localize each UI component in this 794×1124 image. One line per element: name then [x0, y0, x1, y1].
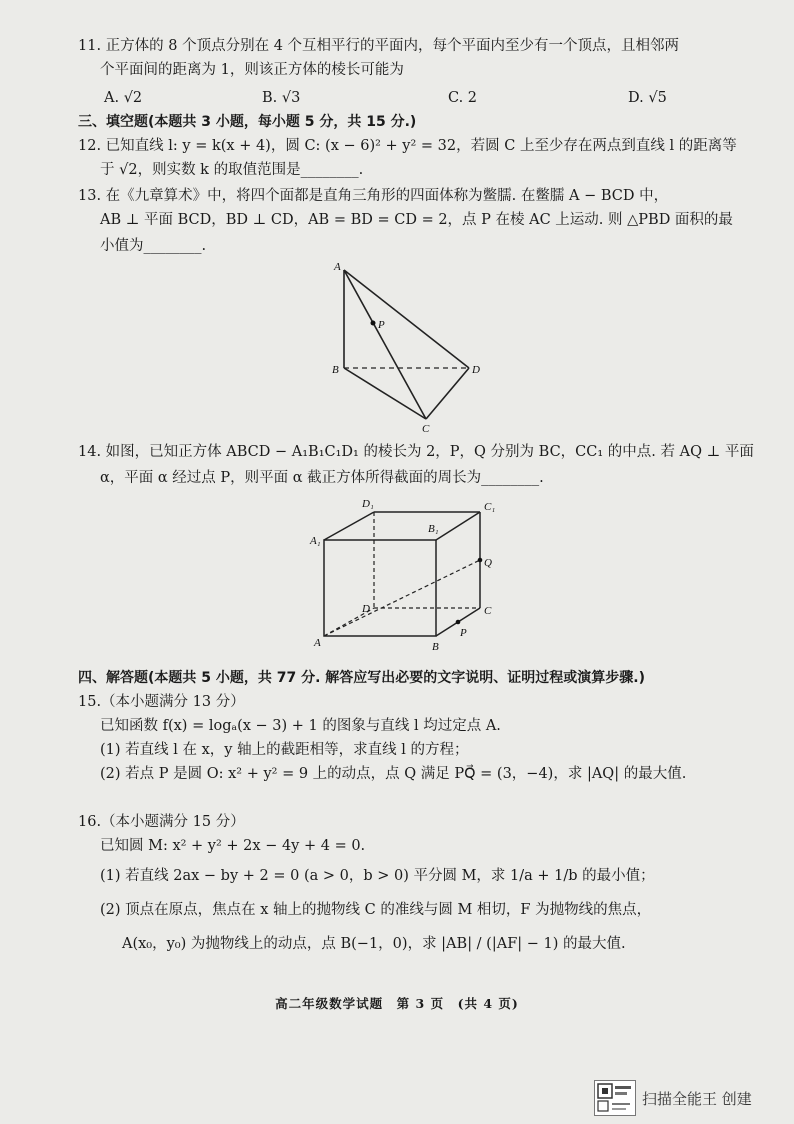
page-footer: 高二年级数学试题 第 3 页 (共 4 页)	[275, 996, 519, 1011]
q12-line1: 12. 已知直线 l: y = k(x + 4)，圆 C: (x − 6)² + y² = 32，若圆 C 上至少存在两点到直线 l 的距离等	[78, 138, 737, 154]
q14-cube-figure	[308, 494, 508, 654]
point-p	[371, 321, 376, 326]
q16-line4: A(x₀，y₀) 为抛物线上的动点，点 B(−1，0)，求 |AB| / (|AF| − 1) 的最大值.	[122, 936, 626, 952]
label-b: B	[432, 641, 439, 653]
q15-heading: 15.（本小题满分 13 分）	[78, 694, 245, 710]
label-d: D	[472, 364, 480, 376]
edge-cd	[426, 368, 469, 419]
point-q	[478, 558, 483, 563]
q11-option-c: C. 2	[448, 90, 478, 106]
q11-line1: 11. 正方体的 8 个顶点分别在 4 个互相平行的平面内，每个平面内至少有一个顶点，且相邻两	[78, 38, 680, 54]
segment-aq	[324, 560, 480, 636]
q11-option-a: A. √2	[104, 90, 143, 106]
label-c1: C₁	[484, 501, 496, 513]
q15-line2: (1) 若直线 l 在 x，y 轴上的截距相等，求直线 l 的方程；	[100, 742, 469, 758]
q13-line3: 小值为________.	[100, 238, 207, 254]
label-d1: D₁	[362, 498, 374, 510]
label-a: A	[334, 261, 341, 273]
q11-option-d: D. √5	[628, 90, 667, 106]
label-p: P	[460, 627, 467, 639]
edge-ac	[344, 270, 426, 419]
label-a1: A₁	[310, 535, 321, 547]
q13-line2: AB ⊥ 平面 BCD，BD ⊥ CD，AB = BD = CD = 2，点 P 在棱 AC 上运动. 则 △PBD 面积的最	[100, 212, 733, 228]
label-a: A	[314, 637, 321, 649]
edge-ad	[344, 270, 469, 368]
q11-line2: 个平面间的距离为 1，则该正方体的棱长可能为	[100, 62, 404, 78]
label-c: C	[422, 423, 430, 435]
q12-line2: 于 √2，则实数 k 的取值范围是________.	[100, 162, 364, 178]
label-q: Q	[484, 557, 492, 569]
q11-option-b: B. √3	[262, 90, 301, 106]
label-b1: B₁	[428, 523, 439, 535]
label-d: D	[362, 603, 370, 615]
point-p	[456, 620, 461, 625]
q14-line1: 14. 如图，已知正方体 ABCD − A₁B₁C₁D₁ 的棱长为 2，P，Q 分别为 BC，CC₁ 的中点. 若 AQ ⊥ 平面	[78, 444, 754, 460]
scanner-watermark-text: 扫描全能王 创建	[642, 1089, 752, 1108]
q16-line2: (1) 若直线 2ax − by + 2 = 0 (a > 0，b > 0) 平分圆 M，求 1/a + 1/b 的最小值；	[100, 868, 655, 884]
scanner-logo-icon	[594, 1080, 636, 1116]
q14-line2: α，平面 α 经过点 P，则平面 α 截正方体所得截面的周长为________.	[100, 470, 544, 486]
section-4-heading: 四、解答题(本题共 5 小题，共 77 分. 解答应写出必要的文字说明、证明过程或演算步骤.)	[78, 670, 646, 686]
label-b: B	[332, 364, 339, 376]
q16-line1: 已知圆 M: x² + y² + 2x − 4y + 4 = 0.	[100, 838, 366, 854]
label-c: C	[484, 605, 492, 617]
section-3-heading: 三、填空题(本题共 3 小题，每小题 5 分，共 15 分.)	[78, 114, 417, 130]
edge-bc	[344, 368, 426, 419]
scanner-watermark	[594, 1080, 752, 1116]
q16-line3: (2) 顶点在原点，焦点在 x 轴上的抛物线 C 的准线与圆 M 相切，F 为抛物线的焦点，	[100, 902, 652, 918]
q16-heading: 16.（本小题满分 15 分）	[78, 814, 245, 830]
q13-line1: 13. 在《九章算术》中，将四个面都是直角三角形的四面体称为鳖臑. 在鳖臑 A − BCD 中，	[78, 188, 669, 204]
q15-line3: (2) 若点 P 是圆 O: x² + y² = 9 上的动点，点 Q 满足 PQ⃗ = (3，−4)，求 |AQ| 的最大值.	[100, 766, 687, 782]
label-p: P	[378, 319, 385, 331]
q13-tetrahedron-figure	[320, 256, 500, 435]
q15-line1: 已知函数 f(x) = logₐ(x − 3) + 1 的图象与直线 l 均过定点 A.	[100, 718, 501, 734]
